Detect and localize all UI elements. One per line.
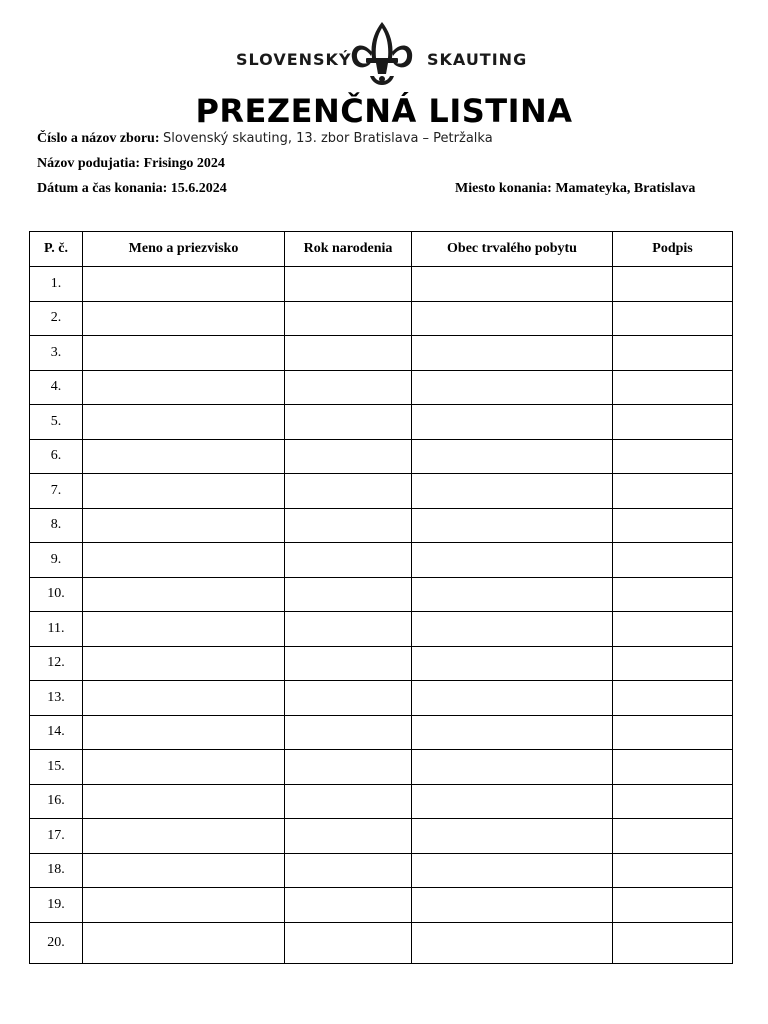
row-number: 11. — [30, 612, 83, 647]
table-row — [30, 543, 733, 578]
signature-cell[interactable] — [613, 922, 733, 963]
table-row — [30, 405, 733, 440]
birth-year-cell[interactable] — [285, 646, 412, 681]
birth-year-cell[interactable] — [285, 715, 412, 750]
row-number: 8. — [30, 508, 83, 543]
unit-label: Číslo a názov zboru: — [37, 131, 160, 146]
attendance-table — [29, 231, 733, 964]
row-number: 2. — [30, 301, 83, 336]
table-row — [30, 370, 733, 405]
row-number: 13. — [30, 681, 83, 716]
birth-year-cell[interactable] — [285, 405, 412, 440]
table-row — [30, 646, 733, 681]
birth-year-cell[interactable] — [285, 474, 412, 509]
table-row — [30, 888, 733, 923]
birth-year-cell[interactable] — [285, 439, 412, 474]
residence-cell[interactable] — [412, 853, 613, 888]
birth-year-cell[interactable] — [285, 681, 412, 716]
residence-cell[interactable] — [412, 439, 613, 474]
birth-year-cell[interactable] — [285, 336, 412, 371]
row-number: 7. — [30, 474, 83, 509]
place-label: Miesto konania: — [455, 181, 552, 196]
table-row — [30, 577, 733, 612]
scout-fleur-de-lis-icon — [350, 22, 414, 90]
name-cell[interactable] — [83, 715, 285, 750]
birth-year-cell[interactable] — [285, 888, 412, 923]
name-cell[interactable] — [83, 336, 285, 371]
table-row — [30, 853, 733, 888]
signature-cell[interactable] — [613, 474, 733, 509]
residence-cell[interactable] — [412, 301, 613, 336]
table-row — [30, 715, 733, 750]
name-cell[interactable] — [83, 370, 285, 405]
signature-cell[interactable] — [613, 612, 733, 647]
name-cell[interactable] — [83, 405, 285, 440]
name-cell[interactable] — [83, 922, 285, 963]
birth-year-cell[interactable] — [285, 301, 412, 336]
place-value: Mamateyka, Bratislava — [555, 181, 696, 196]
birth-year-cell[interactable] — [285, 819, 412, 854]
name-cell[interactable] — [83, 853, 285, 888]
unit-info — [37, 131, 493, 147]
name-cell[interactable] — [83, 888, 285, 923]
name-cell[interactable] — [83, 474, 285, 509]
scouting-logo — [236, 20, 532, 92]
residence-cell[interactable] — [412, 819, 613, 854]
row-number: 16. — [30, 784, 83, 819]
row-number: 19. — [30, 888, 83, 923]
birth-year-cell[interactable] — [285, 577, 412, 612]
table-row — [30, 336, 733, 371]
residence-cell[interactable] — [412, 750, 613, 785]
table-row — [30, 301, 733, 336]
row-number: 5. — [30, 405, 83, 440]
name-cell[interactable] — [83, 819, 285, 854]
signature-cell[interactable] — [613, 750, 733, 785]
residence-cell[interactable] — [412, 784, 613, 819]
signature-cell[interactable] — [613, 370, 733, 405]
table-row — [30, 508, 733, 543]
name-cell[interactable] — [83, 543, 285, 578]
signature-cell[interactable] — [613, 336, 733, 371]
name-cell[interactable] — [83, 267, 285, 302]
birth-year-cell[interactable] — [285, 543, 412, 578]
unit-value: Slovenský skauting, 13. zbor Bratislava – Petržalka — [163, 131, 493, 146]
residence-cell[interactable] — [412, 370, 613, 405]
table-row — [30, 922, 733, 963]
row-number: 6. — [30, 439, 83, 474]
header-name: Meno a priezvisko — [83, 232, 285, 267]
table-row — [30, 681, 733, 716]
signature-cell[interactable] — [613, 543, 733, 578]
table-row — [30, 474, 733, 509]
birth-year-cell[interactable] — [285, 508, 412, 543]
birth-year-cell[interactable] — [285, 370, 412, 405]
table-row — [30, 439, 733, 474]
date-info — [37, 181, 227, 197]
place-info — [455, 181, 695, 197]
row-number: 1. — [30, 267, 83, 302]
event-label: Názov podujatia: — [37, 156, 141, 171]
name-cell[interactable] — [83, 301, 285, 336]
name-cell[interactable] — [83, 439, 285, 474]
logo-text-right: SKAUTING — [427, 50, 528, 69]
signature-cell[interactable] — [613, 819, 733, 854]
row-number: 12. — [30, 646, 83, 681]
row-number: 3. — [30, 336, 83, 371]
date-label: Dátum a čas konania: — [37, 181, 168, 196]
signature-cell[interactable] — [613, 267, 733, 302]
page-title: PREZENČNÁ LISTINA — [195, 92, 573, 130]
residence-cell[interactable] — [412, 405, 613, 440]
header-signature: Podpis — [613, 232, 733, 267]
birth-year-cell[interactable] — [285, 922, 412, 963]
residence-cell[interactable] — [412, 336, 613, 371]
table-row — [30, 612, 733, 647]
table-row — [30, 819, 733, 854]
signature-cell[interactable] — [613, 888, 733, 923]
signature-cell[interactable] — [613, 508, 733, 543]
name-cell[interactable] — [83, 508, 285, 543]
row-number: 4. — [30, 370, 83, 405]
header-residence: Obec trvalého pobytu — [412, 232, 613, 267]
residence-cell[interactable] — [412, 646, 613, 681]
residence-cell[interactable] — [412, 267, 613, 302]
row-number: 20. — [30, 922, 83, 963]
name-cell[interactable] — [83, 612, 285, 647]
table-header-row — [30, 232, 733, 267]
birth-year-cell[interactable] — [285, 784, 412, 819]
signature-cell[interactable] — [613, 577, 733, 612]
date-value: 15.6.2024 — [170, 181, 227, 196]
residence-cell[interactable] — [412, 922, 613, 963]
row-number: 18. — [30, 853, 83, 888]
row-number: 10. — [30, 577, 83, 612]
signature-cell[interactable] — [613, 405, 733, 440]
signature-cell[interactable] — [613, 301, 733, 336]
table-row — [30, 784, 733, 819]
name-cell[interactable] — [83, 646, 285, 681]
signature-cell[interactable] — [613, 853, 733, 888]
signature-cell[interactable] — [613, 715, 733, 750]
event-info — [37, 156, 225, 172]
header-birth-year: Rok narodenia — [285, 232, 412, 267]
header-number: P. č. — [30, 232, 83, 267]
name-cell[interactable] — [83, 577, 285, 612]
row-number: 9. — [30, 543, 83, 578]
birth-year-cell[interactable] — [285, 750, 412, 785]
signature-cell[interactable] — [613, 646, 733, 681]
table-row — [30, 267, 733, 302]
birth-year-cell[interactable] — [285, 612, 412, 647]
signature-cell[interactable] — [613, 784, 733, 819]
residence-cell[interactable] — [412, 715, 613, 750]
row-number: 14. — [30, 715, 83, 750]
name-cell[interactable] — [83, 784, 285, 819]
event-value: Frisingo 2024 — [143, 156, 225, 171]
name-cell[interactable] — [83, 681, 285, 716]
residence-cell[interactable] — [412, 888, 613, 923]
residence-cell[interactable] — [412, 543, 613, 578]
residence-cell[interactable] — [412, 474, 613, 509]
table-row — [30, 750, 733, 785]
row-number: 17. — [30, 819, 83, 854]
residence-cell[interactable] — [412, 612, 613, 647]
row-number: 15. — [30, 750, 83, 785]
signature-cell[interactable] — [613, 439, 733, 474]
logo-text-left: SLOVENSKÝ — [236, 50, 352, 69]
residence-cell[interactable] — [412, 577, 613, 612]
residence-cell[interactable] — [412, 508, 613, 543]
name-cell[interactable] — [83, 750, 285, 785]
birth-year-cell[interactable] — [285, 853, 412, 888]
signature-cell[interactable] — [613, 681, 733, 716]
birth-year-cell[interactable] — [285, 267, 412, 302]
residence-cell[interactable] — [412, 681, 613, 716]
